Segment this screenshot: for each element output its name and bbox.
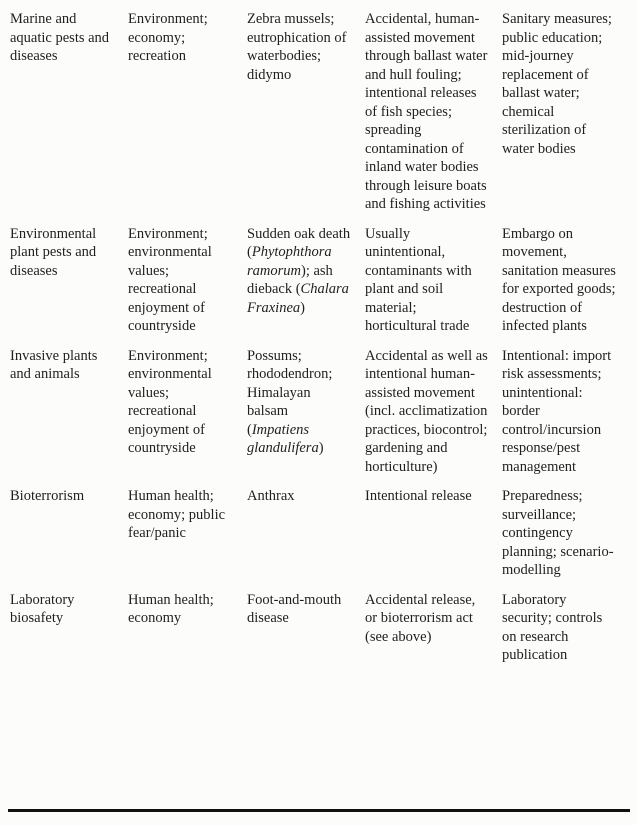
table-cell [10,487,128,591]
cell-text: Human health; economy [128,591,214,626]
cell-text: Anthrax [247,488,295,504]
cell-text: Marine and aquatic pests and diseases [10,11,110,64]
table-cell [128,591,247,676]
table-cell [247,10,365,225]
table-cell [365,591,502,676]
table-cell [10,225,128,347]
table-cell [247,347,365,488]
table-cell [10,347,128,488]
cell-text: Environment; environmental values; recreational enjoyment of countryside [128,225,212,334]
cell-text: Intentional release [365,488,472,504]
biosecurity-issues-table [10,10,631,676]
table-cell [502,10,631,225]
table-cell [128,225,247,347]
cell-text: Usually unintentional, contaminants with plant and soil material; horticultural trade [365,225,472,334]
cell-text: Accidental release, or bioterrorism act (see above) [365,591,476,645]
cell-text: Sanitary measures; public education; mid-journey replacement of ballast water; chemical sterilization of water bodies [502,11,612,157]
cell-text: Preparedness; surveillance; contingency planning; scenario-modelling [502,488,614,578]
table-cell [10,591,128,676]
table-row [10,591,631,676]
cell-text: Intentional: import risk assessments; unintentional: border control/incursion response/pest management [502,347,612,475]
table-cell [502,487,631,591]
table-row [10,487,631,591]
cell-text: Environment; environmental values; recreational enjoyment of countryside [128,347,212,456]
table-cell [365,225,502,347]
cell-text: Accidental as well as intentional human-assisted movement (incl. acclimatization practices, biocontrol; gardening and horticulture) [365,347,488,475]
cell-text: Possums; rhododendron; Himalayan balsam ( [247,347,333,438]
cell-text: Laboratory biosafety [10,591,75,626]
scientific-name-italic: Impatiens glandulifera [247,421,319,456]
cell-text: Zebra mussels; eutrophication of waterbodies; didymo [247,11,347,83]
cell-text: Environmental plant pests and diseases [10,225,97,279]
scanned-page [0,10,637,825]
table-cell [502,225,631,347]
table-cell [247,225,365,347]
table-row [10,10,631,225]
cell-text: Foot-and-mouth disease [247,591,342,626]
table-cell [365,10,502,225]
table-row [10,347,631,488]
table-cell [128,347,247,488]
cell-text: Laboratory security; controls on research publication [502,591,603,663]
table-body [10,10,631,676]
table-cell [365,347,502,488]
cell-text: ) [318,440,324,456]
cell-text: Sudden oak death ( [247,225,351,260]
scientific-name-italic: Chalara Fraxinea [247,281,349,316]
cell-text: ) [300,299,305,316]
table-cell [128,10,247,225]
table-cell [247,487,365,591]
table-cell [365,487,502,591]
scientific-name-italic: Phytophthora ramorum [247,244,332,279]
cell-text: Bioterrorism [10,488,85,504]
table-cell [247,591,365,676]
table-cell [502,347,631,488]
cell-text: ); ash dieback ( [247,262,333,297]
cell-text: Environment; economy; recreation [128,11,208,64]
cell-text: Embargo on movement, sanitation measures for exported goods; destruction of infected plants [502,225,616,334]
table-bottom-rule [8,809,630,812]
cell-text: Accidental, human-assisted movement through ballast water and hull fouling; intentional releases of fish species; spreading contamination of inland water bodies through leisure boats and fishing activities [365,11,488,212]
table-row [10,225,631,347]
cell-text: Invasive plants and animals [10,347,98,382]
table-cell [10,10,128,225]
table-cell [502,591,631,676]
table-cell [128,487,247,591]
cell-text: Human health; economy; public fear/panic [128,488,226,541]
